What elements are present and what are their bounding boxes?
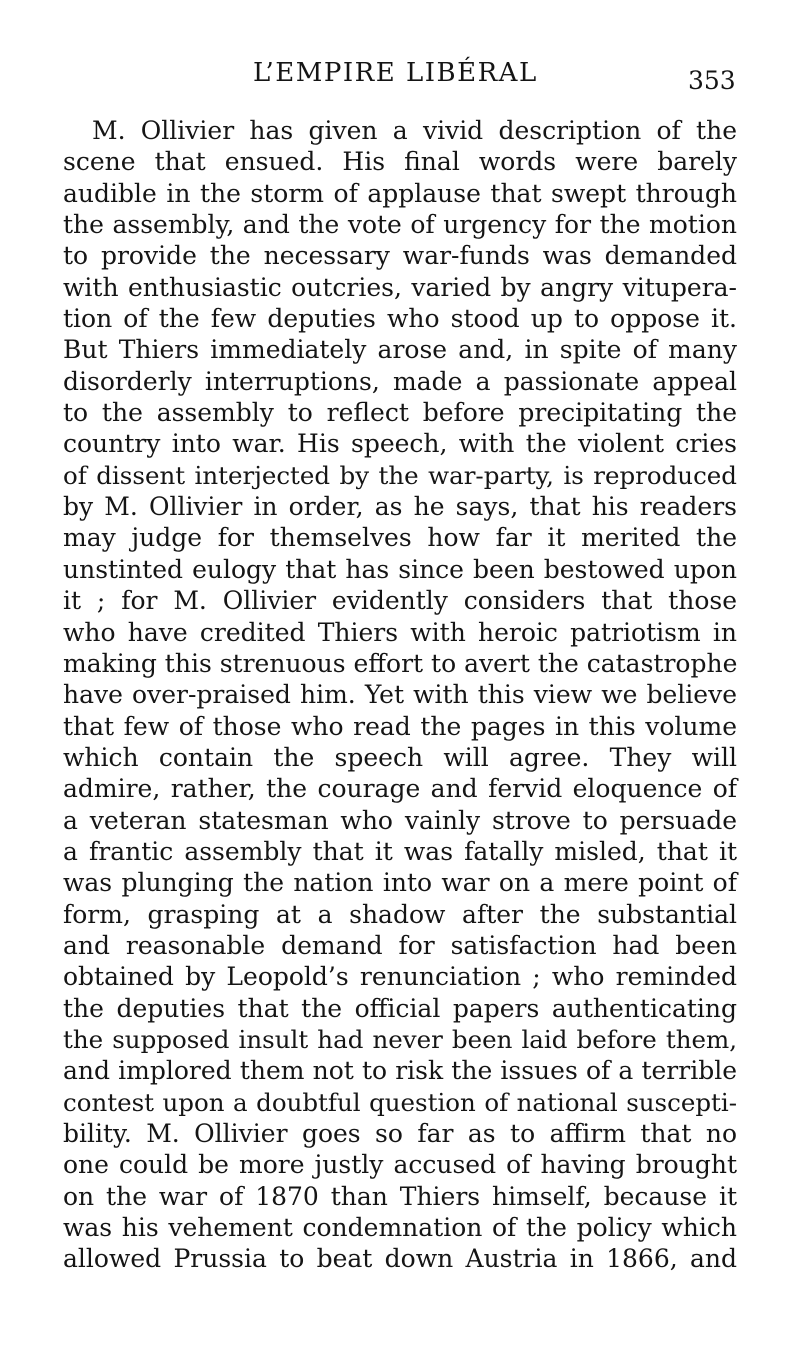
text-line: contest upon a doubtful question of national suscepti- <box>63 1087 737 1117</box>
text-line: audible in the storm of applause that swept through <box>63 178 737 208</box>
text-line: making this strenuous effort to avert the catastrophe <box>63 648 738 678</box>
text-line: disorderly interruptions, made a passionate appeal <box>63 366 737 396</box>
text-line: who have credited Thiers with heroic patriotism in <box>63 617 737 647</box>
text-line: tion of the few deputies who stood up to oppose it. <box>63 304 737 334</box>
text-line: country into war. His speech, with the violent cries <box>63 429 737 459</box>
text-line: that few of those who read the pages in this volume <box>63 711 737 741</box>
text-line: the supposed insult had never been laid before them, <box>63 1024 737 1054</box>
body-paragraph <box>63 115 737 1275</box>
running-head <box>0 58 800 98</box>
text-line: admire, rather, the courage and fervid eloquence of <box>63 774 737 804</box>
text-line: unstinted eulogy that has since been bestowed upon <box>63 554 737 584</box>
text-line: by M. Ollivier in order, as he says, that his readers <box>63 492 737 522</box>
text-line: the assembly, and the vote of urgency for the motion <box>63 210 737 240</box>
text-line: it ; for M. Ollivier evidently considers that those <box>63 586 737 616</box>
text-line: with enthusiastic outcries, varied by angry vitupera- <box>63 272 737 302</box>
text-line: one could be more justly accused of having brought <box>63 1150 737 1180</box>
text-line: M. Ollivier has given a vivid description of the <box>92 116 737 145</box>
text-line: to provide the necessary war-funds was demanded <box>63 241 737 271</box>
text-line: which contain the speech will agree. They will <box>63 742 737 772</box>
text-line: was his vehement condemnation of the policy which <box>63 1213 737 1243</box>
text-line: on the war of 1870 than Thiers himself, because it <box>63 1181 737 1211</box>
text-line: have over-praised him. Yet with this view we believe <box>63 680 737 710</box>
text-line: of dissent interjected by the war-party, is reproduced <box>63 460 737 490</box>
text-line: a veteran statesman who vainly strove to persuade <box>63 805 737 835</box>
text-line: the deputies that the official papers authenticating <box>63 993 737 1023</box>
text-line: to the assembly to reflect before precipitating the <box>63 398 737 428</box>
running-title: L’EMPIRE LIBÉRAL <box>253 58 538 88</box>
text-line: obtained by Leopold’s renunciation ; who reminded <box>63 962 737 992</box>
text-line: and implored them not to risk the issues of a terrible <box>63 1056 737 1086</box>
text-line: scene that ensued. His final words were barely <box>63 147 737 177</box>
text-line: may judge for themselves how far it merited the <box>63 523 737 553</box>
text-line: and reasonable demand for satisfaction had been <box>63 930 737 960</box>
text-line: form, grasping at a shadow after the substantial <box>63 899 737 929</box>
text-line: bility. M. Ollivier goes so far as to affirm that no <box>63 1119 737 1148</box>
text-line: was plunging the nation into war on a mere point of <box>63 868 737 898</box>
page-number: 353 <box>688 66 736 95</box>
text-line: a frantic assembly that it was fatally misled, that it <box>63 836 737 866</box>
text-line: allowed Prussia to beat down Austria in 1866, and <box>63 1244 737 1274</box>
text-line: But Thiers immediately arose and, in spite of many <box>63 335 737 365</box>
